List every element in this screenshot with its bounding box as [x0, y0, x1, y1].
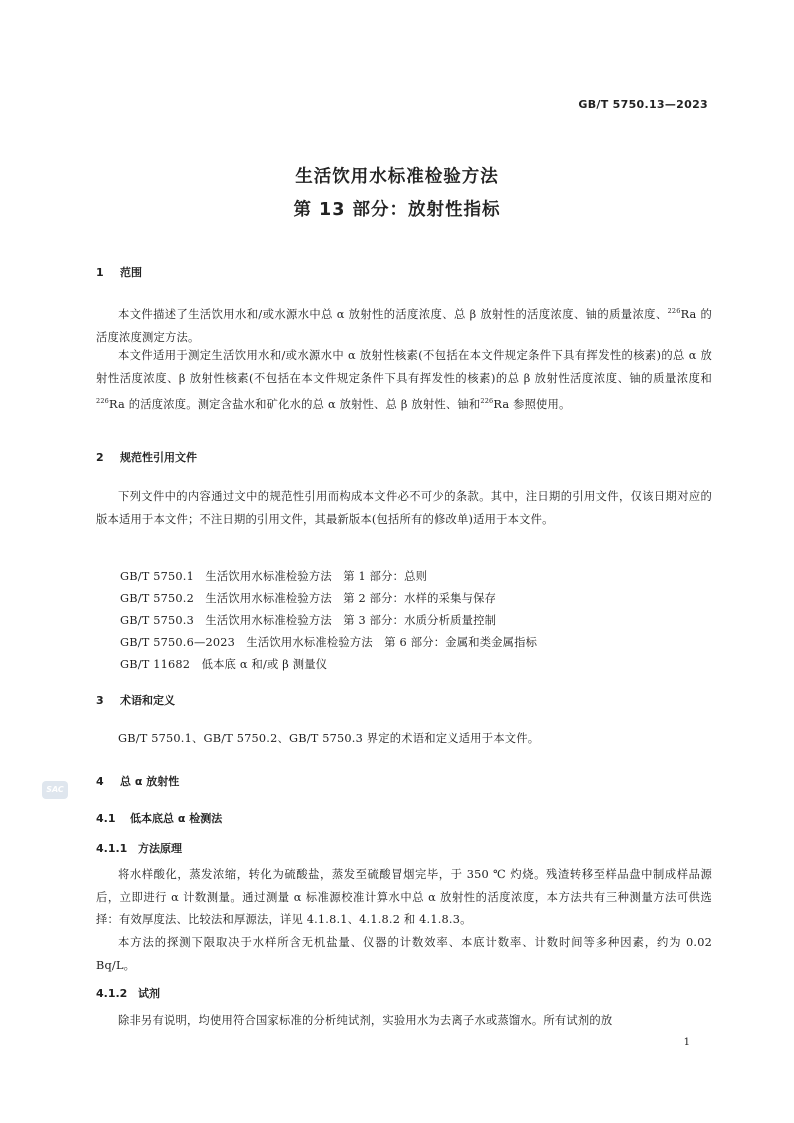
reference-item: GB/T 11682 低本底 α 和/或 β 测量仪: [120, 658, 328, 671]
section-number: 4: [96, 775, 104, 788]
superscript: 226: [480, 397, 494, 405]
section-number: 1: [96, 266, 104, 279]
text: Ra 的活度浓度测定方法。: [96, 308, 712, 344]
superscript: 226: [667, 307, 681, 315]
section-4-1-2-heading: [96, 985, 160, 1001]
standard-code: GB/T 5750.13—2023: [578, 98, 708, 111]
section-4-heading: [96, 773, 179, 789]
section-number: 3: [96, 694, 104, 707]
document-title: 生活饮用水标准检验方法: [295, 167, 499, 187]
section-label: 规范性引用文件: [120, 451, 197, 464]
section-number: 4.1.2: [96, 987, 128, 1000]
section-label: 方法原理: [138, 842, 182, 855]
document-subtitle: 第 13 部分：放射性指标: [293, 200, 501, 220]
text: 本文件适用于测定生活饮用水和/或水源水中 α 放射性核素(不包括在本文件规定条件下具有挥发性的核素)的总 α 放射性活度浓度、β 放射性核素(不包括在本文件规定条件下具有挥发性的核素)的总 β 放射性活度浓度、铀的质量浓度和: [96, 349, 712, 385]
section-1-heading: [96, 264, 142, 280]
section-4-1-heading: [96, 810, 222, 826]
section-label: 低本底总 α 检测法: [130, 812, 223, 825]
paragraph-reagents: 除非另有说明，均使用符合国家标准的分析纯试剂，实验用水为去离子水或蒸馏水。所有试剂的放: [118, 1014, 613, 1027]
page-number: 1: [683, 1037, 690, 1048]
section-number: 4.1.1: [96, 842, 128, 855]
superscript: 226: [96, 397, 110, 405]
reference-item: GB/T 5750.2 生活饮用水标准检验方法 第 2 部分：水样的采集与保存: [120, 592, 497, 605]
paragraph-method-principle-2: 本方法的探测下限取决于水样所含无机盐量、仪器的计数效率、本底计数率、计数时间等多种因素，约为 0.02 Bq/L。: [96, 936, 712, 972]
paragraph-scope-1: [96, 300, 712, 349]
section-number: 4.1: [96, 812, 116, 825]
section-3-heading: [96, 692, 175, 708]
text: Ra 的活度浓度。测定含盐水和矿化水的总 α 放射性、总 β 放射性、铀和: [109, 398, 481, 411]
paragraph-normative-refs: 下列文件中的内容通过文中的规范性引用而构成本文件必不可少的条款。其中，注日期的引用文件，仅该日期对应的版本适用于本文件；不注日期的引用文件，其最新版本(包括所有的修改单)适用于本文件。: [96, 490, 712, 526]
reference-item: GB/T 5750.6—2023 生活饮用水标准检验方法 第 6 部分：金属和类金属指标: [120, 636, 538, 649]
paragraph-scope-2: [96, 345, 712, 417]
reference-item: GB/T 5750.1 生活饮用水标准检验方法 第 1 部分：总则: [120, 570, 428, 583]
sac-logo-watermark: SAC: [42, 781, 68, 799]
paragraph-terms: GB/T 5750.1、GB/T 5750.2、GB/T 5750.3 界定的术语和定义适用于本文件。: [118, 732, 540, 745]
section-4-1-1-heading: [96, 840, 182, 856]
text: 本文件描述了生活饮用水和/或水源水中总 α 放射性的活度浓度、总 β 放射性的活度浓度、铀的质量浓度、: [118, 308, 668, 321]
section-label: 总 α 放射性: [120, 775, 180, 788]
text: Ra 参照使用。: [493, 398, 571, 411]
section-label: 试剂: [138, 987, 160, 1000]
section-label: 范围: [120, 266, 142, 279]
section-number: 2: [96, 451, 104, 464]
section-2-heading: [96, 449, 197, 465]
section-label: 术语和定义: [120, 694, 175, 707]
paragraph-method-principle-1: 将水样酸化，蒸发浓缩，转化为硫酸盐，蒸发至硫酸冒烟完毕，于 350 ℃ 灼烧。残渣转移至样品盘中制成样品源后，立即进行 α 计数测量。通过测量 α 标准源校准计算水中总 α 放射性的活度浓度，本方法共有三种测量方法可供选择：有效厚度法、比较法和厚源法，详见 4.1.8.1、4.1.8.2 和 4.1.8.3。: [96, 868, 712, 926]
reference-item: GB/T 5750.3 生活饮用水标准检验方法 第 3 部分：水质分析质量控制: [120, 614, 497, 627]
